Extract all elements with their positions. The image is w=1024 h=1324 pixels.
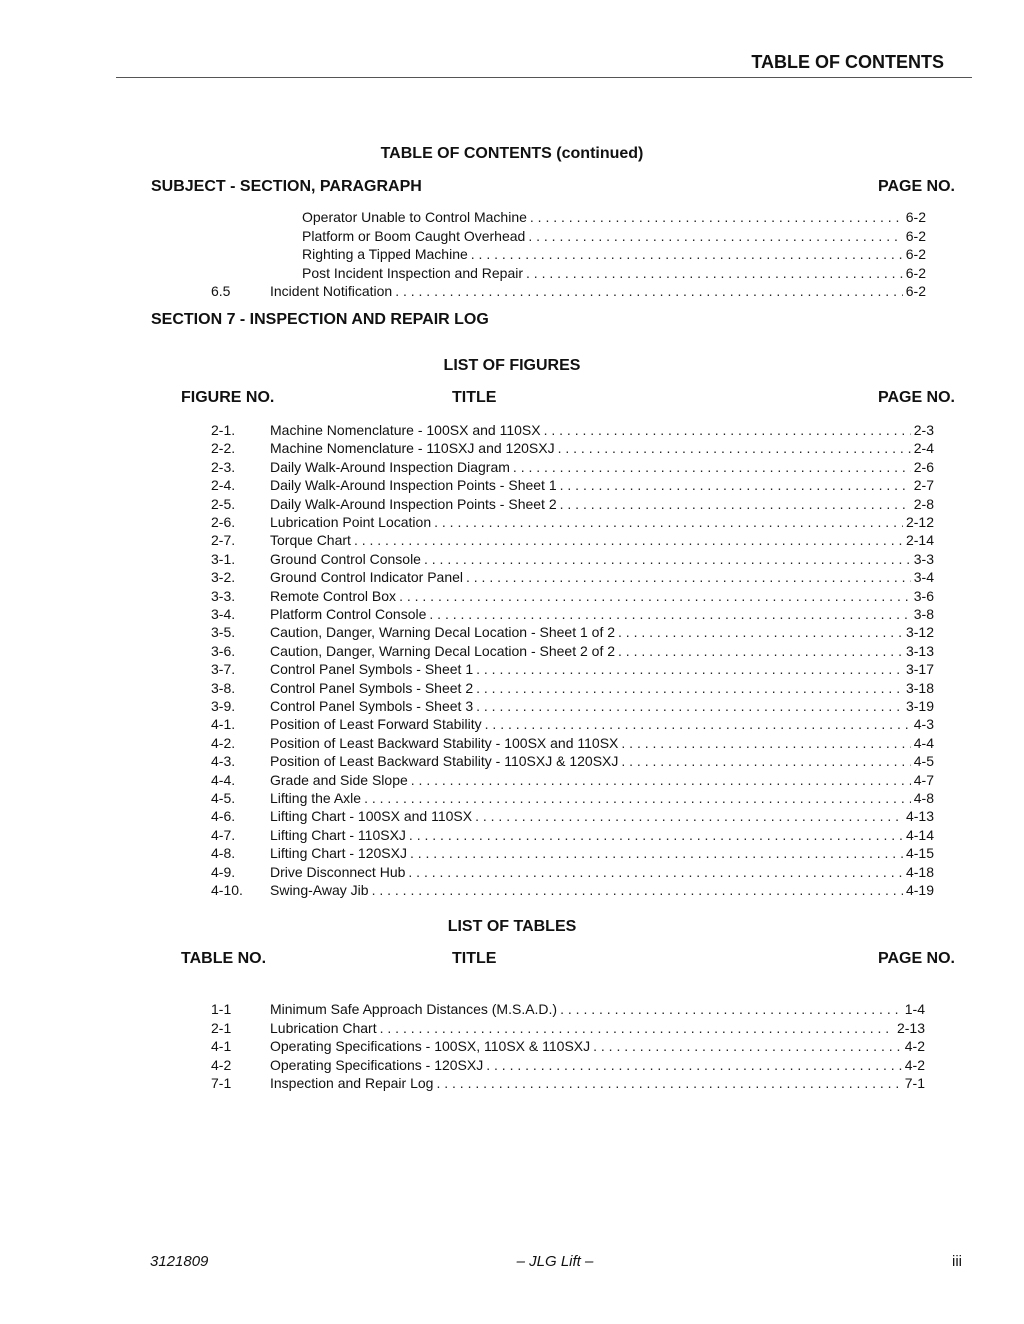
entry-page: 4-2 bbox=[904, 1056, 925, 1073]
entry-page: 6-2 bbox=[905, 283, 926, 299]
dot-leader bbox=[408, 863, 903, 881]
toc-row bbox=[0, 513, 934, 531]
dot-leader bbox=[436, 1074, 901, 1092]
entry-page: 3-6 bbox=[913, 587, 934, 604]
entry-page: 3-17 bbox=[905, 661, 934, 678]
entry-title: Machine Nomenclature - 100SX and 110SX bbox=[270, 422, 541, 438]
dot-leader bbox=[621, 752, 910, 770]
entry-title: Lifting the Axle bbox=[270, 790, 362, 806]
document-number: 3121809 bbox=[150, 1253, 209, 1270]
toc-row bbox=[0, 264, 926, 282]
entry-number: 4-7. bbox=[211, 826, 236, 843]
entry-page: 3-4 bbox=[913, 569, 934, 586]
entry-title: Control Panel Symbols - Sheet 3 bbox=[270, 698, 474, 714]
entry-title: Daily Walk-Around Inspection Diagram bbox=[270, 458, 510, 475]
dot-leader bbox=[621, 734, 910, 752]
toc-row bbox=[0, 789, 934, 807]
entry-line bbox=[302, 208, 926, 226]
entry-page: 1-4 bbox=[904, 1001, 925, 1017]
dot-leader bbox=[560, 1000, 902, 1018]
toc-row bbox=[0, 697, 934, 715]
dot-leader bbox=[409, 826, 903, 844]
entry-page: 2-12 bbox=[905, 514, 934, 530]
entry-number: 4-2 bbox=[211, 1056, 232, 1073]
entry-number: 3-4. bbox=[211, 606, 236, 622]
entry-title: Position of Least Backward Stability - 110SXJ & 120SXJ bbox=[270, 753, 619, 770]
toc-row bbox=[0, 771, 934, 789]
entry-page: 4-8 bbox=[913, 790, 934, 806]
entry-page: 3-12 bbox=[905, 624, 934, 641]
entry-title: Ground Control Indicator Panel bbox=[270, 569, 463, 586]
dot-leader bbox=[424, 550, 911, 568]
dot-leader bbox=[411, 771, 911, 789]
toc-title: TABLE OF CONTENTS (continued) bbox=[380, 145, 644, 162]
entry-number: 3-7. bbox=[211, 661, 236, 678]
dot-leader bbox=[560, 495, 911, 513]
entry-number: 2-1. bbox=[211, 422, 236, 438]
entry-number: 3-8. bbox=[211, 679, 236, 696]
toc-row bbox=[0, 826, 934, 844]
entry-page: 3-13 bbox=[905, 642, 934, 659]
entry-title: Post Incident Inspection and Repair bbox=[302, 264, 524, 281]
entry-title: Operating Specifications - 100SX, 110SX & 110SXJ bbox=[270, 1038, 591, 1054]
entry-page: 3-19 bbox=[905, 698, 934, 714]
entry-title: Caution, Danger, Warning Decal Location - Sheet 2 of 2 bbox=[270, 642, 616, 659]
entry-page: 3-3 bbox=[913, 550, 934, 567]
dot-leader bbox=[364, 789, 911, 807]
dot-leader bbox=[354, 531, 903, 549]
dot-leader bbox=[530, 208, 903, 226]
figure-page-header: PAGE NO. bbox=[877, 389, 955, 406]
toc-row bbox=[0, 807, 934, 825]
entry-page: 2-8 bbox=[913, 495, 934, 512]
toc-row bbox=[0, 227, 926, 245]
entry-line bbox=[270, 1056, 925, 1074]
entry-page: 4-15 bbox=[905, 845, 934, 862]
toc-row bbox=[0, 1000, 925, 1018]
entry-title: Inspection and Repair Log bbox=[270, 1075, 434, 1091]
entry-title: Minimum Safe Approach Distances (M.S.A.D.) bbox=[270, 1001, 558, 1017]
entry-line bbox=[270, 881, 934, 899]
entry-title: Platform Control Console bbox=[270, 606, 427, 622]
entry-page: 6-2 bbox=[905, 209, 926, 225]
dot-leader bbox=[471, 245, 903, 263]
entry-number: 4-2. bbox=[211, 734, 236, 751]
running-header: TABLE OF CONTENTS bbox=[751, 52, 944, 72]
entry-line bbox=[270, 282, 926, 300]
entry-line bbox=[302, 245, 926, 263]
dot-leader bbox=[618, 642, 903, 660]
dot-leader bbox=[618, 623, 903, 641]
entry-number: 1-1 bbox=[211, 1001, 232, 1017]
toc-row bbox=[0, 245, 926, 263]
entry-line bbox=[270, 1019, 925, 1037]
dot-leader bbox=[544, 421, 911, 439]
entry-title: Drive Disconnect Hub bbox=[270, 863, 406, 880]
dot-leader bbox=[560, 476, 911, 494]
toc-row bbox=[0, 679, 934, 697]
toc-row bbox=[0, 863, 934, 881]
entry-line bbox=[270, 421, 934, 439]
toc-row bbox=[0, 458, 934, 476]
table-page-header: PAGE NO. bbox=[877, 950, 955, 967]
entry-line bbox=[270, 568, 934, 586]
entry-line bbox=[270, 826, 934, 844]
entry-line bbox=[270, 807, 934, 825]
entry-line bbox=[270, 1074, 925, 1092]
entry-page: 6-2 bbox=[905, 264, 926, 281]
entry-line bbox=[270, 771, 934, 789]
toc-row bbox=[0, 734, 934, 752]
toc-row bbox=[0, 1074, 925, 1092]
entry-title: Lifting Chart - 120SXJ bbox=[270, 845, 407, 862]
toc-row bbox=[0, 1056, 925, 1074]
entry-number: 2-7. bbox=[211, 532, 236, 549]
entry-title: Incident Notification bbox=[270, 283, 393, 299]
entry-line bbox=[270, 1000, 925, 1018]
entry-title: Position of Least Forward Stability bbox=[270, 716, 482, 733]
entry-title: Control Panel Symbols - Sheet 1 bbox=[270, 661, 474, 678]
toc-row bbox=[0, 1019, 925, 1037]
entry-title: Lubrication Chart bbox=[270, 1019, 377, 1036]
entry-page: 4-2 bbox=[904, 1038, 925, 1054]
entry-title: Righting a Tipped Machine bbox=[302, 246, 468, 262]
toc-row bbox=[0, 881, 934, 899]
entry-page: 4-13 bbox=[905, 808, 934, 825]
dot-leader bbox=[485, 715, 911, 733]
toc-subject-header: SUBJECT - SECTION, PARAGRAPH bbox=[151, 178, 422, 195]
toc-row bbox=[0, 752, 934, 770]
page-number: iii bbox=[952, 1253, 962, 1270]
toc-row bbox=[0, 550, 934, 568]
toc-row bbox=[0, 587, 934, 605]
entry-page: 3-18 bbox=[905, 679, 934, 696]
entry-title: Daily Walk-Around Inspection Points - Sheet 1 bbox=[270, 477, 557, 494]
entry-page: 2-6 bbox=[913, 458, 934, 475]
list-of-tables-title: LIST OF TABLES bbox=[447, 918, 577, 935]
entry-title: Lifting Chart - 100SX and 110SX bbox=[270, 808, 473, 825]
toc-row bbox=[0, 208, 926, 226]
entry-page: 4-7 bbox=[913, 771, 934, 788]
entry-number: 3-2. bbox=[211, 569, 236, 586]
table-title-header: TITLE bbox=[452, 950, 497, 967]
dot-leader bbox=[410, 844, 903, 862]
figure-no-header: FIGURE NO. bbox=[181, 389, 275, 406]
entry-title: Ground Control Console bbox=[270, 550, 421, 567]
publisher-name: – JLG Lift – bbox=[516, 1253, 594, 1270]
entry-number: 3-3. bbox=[211, 587, 236, 604]
toc-row bbox=[0, 642, 934, 660]
entry-line bbox=[270, 642, 934, 660]
entry-number: 3-5. bbox=[211, 624, 236, 641]
entry-title: Daily Walk-Around Inspection Points - Sheet 2 bbox=[270, 495, 557, 512]
toc-row bbox=[0, 1037, 925, 1055]
dot-leader bbox=[513, 458, 911, 476]
entry-line bbox=[270, 623, 934, 641]
entry-line bbox=[270, 752, 934, 770]
entry-line bbox=[270, 844, 934, 862]
section-7-heading: SECTION 7 - INSPECTION AND REPAIR LOG bbox=[151, 311, 489, 328]
toc-row bbox=[0, 605, 934, 623]
dot-leader bbox=[486, 1056, 902, 1074]
toc-row bbox=[0, 568, 934, 586]
entry-line bbox=[270, 605, 934, 623]
entry-title: Lifting Chart - 110SXJ bbox=[270, 826, 406, 843]
entry-page: 2-7 bbox=[913, 477, 934, 494]
entry-line bbox=[270, 458, 934, 476]
entry-line bbox=[270, 789, 934, 807]
dot-leader bbox=[476, 679, 903, 697]
dot-leader bbox=[528, 227, 902, 245]
toc-row bbox=[0, 476, 934, 494]
entry-line bbox=[270, 863, 934, 881]
entry-line bbox=[270, 476, 934, 494]
entry-number: 6.5 bbox=[211, 283, 231, 299]
toc-row bbox=[0, 439, 934, 457]
entry-title: Machine Nomenclature - 110SXJ and 120SXJ bbox=[270, 440, 555, 457]
entry-number: 2-2. bbox=[211, 440, 236, 457]
dot-leader bbox=[380, 1019, 894, 1037]
entry-page: 4-3 bbox=[913, 716, 934, 733]
entry-page: 4-19 bbox=[905, 882, 934, 898]
dot-leader bbox=[399, 587, 911, 605]
dot-leader bbox=[429, 605, 910, 623]
entry-title: Torque Chart bbox=[270, 532, 351, 549]
dot-leader bbox=[466, 568, 911, 586]
entry-page: 7-1 bbox=[904, 1075, 925, 1091]
entry-line bbox=[270, 697, 934, 715]
toc-row bbox=[0, 660, 934, 678]
entry-title: Caution, Danger, Warning Decal Location - Sheet 1 of 2 bbox=[270, 624, 616, 641]
dot-leader bbox=[558, 439, 911, 457]
entry-line bbox=[302, 227, 926, 245]
toc-row bbox=[0, 715, 934, 733]
entry-page: 6-2 bbox=[905, 246, 926, 262]
toc-page-header: PAGE NO. bbox=[877, 178, 955, 195]
entry-page: 4-18 bbox=[905, 863, 934, 880]
dot-leader bbox=[593, 1037, 902, 1055]
entry-number: 2-5. bbox=[211, 495, 236, 512]
entry-number: 7-1 bbox=[211, 1075, 232, 1091]
toc-row bbox=[0, 282, 926, 300]
entry-page: 4-5 bbox=[913, 753, 934, 770]
entry-page: 2-3 bbox=[913, 422, 934, 438]
table-no-header: TABLE NO. bbox=[181, 950, 267, 967]
entry-line bbox=[270, 439, 934, 457]
entry-title: Control Panel Symbols - Sheet 2 bbox=[270, 679, 474, 696]
dot-leader bbox=[372, 881, 903, 899]
dot-leader bbox=[395, 282, 903, 300]
entry-number: 2-1 bbox=[211, 1019, 232, 1036]
dot-leader bbox=[476, 660, 903, 678]
entry-page: 3-8 bbox=[913, 606, 934, 622]
entry-line bbox=[270, 1037, 925, 1055]
toc-row bbox=[0, 844, 934, 862]
entry-line bbox=[270, 660, 934, 678]
entry-title: Remote Control Box bbox=[270, 587, 397, 604]
header-rule bbox=[116, 77, 972, 78]
dot-leader bbox=[434, 513, 903, 531]
entry-number: 3-9. bbox=[211, 698, 236, 714]
entry-line bbox=[302, 264, 926, 282]
entry-number: 2-3. bbox=[211, 458, 236, 475]
entry-line bbox=[270, 550, 934, 568]
entry-title: Swing-Away Jib bbox=[270, 882, 369, 898]
figure-title-header: TITLE bbox=[452, 389, 497, 406]
toc-row bbox=[0, 421, 934, 439]
entry-line bbox=[270, 715, 934, 733]
entry-line bbox=[270, 587, 934, 605]
entry-number: 4-8. bbox=[211, 845, 236, 862]
entry-number: 3-6. bbox=[211, 642, 236, 659]
entry-line bbox=[270, 531, 934, 549]
entry-number: 4-10. bbox=[211, 882, 243, 898]
list-of-figures-title: LIST OF FIGURES bbox=[443, 357, 581, 374]
entry-title: Platform or Boom Caught Overhead bbox=[302, 227, 526, 244]
entry-line bbox=[270, 734, 934, 752]
entry-page: 2-13 bbox=[896, 1019, 925, 1036]
entry-number: 4-5. bbox=[211, 790, 236, 806]
entry-title: Operating Specifications - 120SXJ bbox=[270, 1056, 484, 1073]
entry-title: Grade and Side Slope bbox=[270, 771, 408, 788]
entry-number: 4-9. bbox=[211, 863, 236, 880]
toc-row bbox=[0, 495, 934, 513]
toc-row bbox=[0, 531, 934, 549]
entry-page: 4-14 bbox=[905, 826, 934, 843]
entry-number: 2-4. bbox=[211, 477, 236, 494]
entry-number: 2-6. bbox=[211, 514, 236, 530]
entry-number: 4-3. bbox=[211, 753, 236, 770]
entry-page: 6-2 bbox=[905, 227, 926, 244]
entry-number: 4-1. bbox=[211, 716, 236, 733]
entry-number: 4-1 bbox=[211, 1038, 232, 1054]
entry-page: 4-4 bbox=[913, 734, 934, 751]
entry-title: Lubrication Point Location bbox=[270, 514, 432, 530]
dot-leader bbox=[476, 697, 903, 715]
toc-row bbox=[0, 623, 934, 641]
entry-number: 3-1. bbox=[211, 550, 236, 567]
entry-number: 4-4. bbox=[211, 771, 236, 788]
entry-line bbox=[270, 513, 934, 531]
entry-title: Position of Least Backward Stability - 100SX and 110SX bbox=[270, 734, 619, 751]
entry-page: 2-14 bbox=[905, 532, 934, 549]
dot-leader bbox=[526, 264, 903, 282]
entry-number: 4-6. bbox=[211, 808, 236, 825]
dot-leader bbox=[475, 807, 903, 825]
entry-title: Operator Unable to Control Machine bbox=[302, 209, 527, 225]
entry-line bbox=[270, 495, 934, 513]
entry-page: 2-4 bbox=[913, 440, 934, 457]
entry-line bbox=[270, 679, 934, 697]
